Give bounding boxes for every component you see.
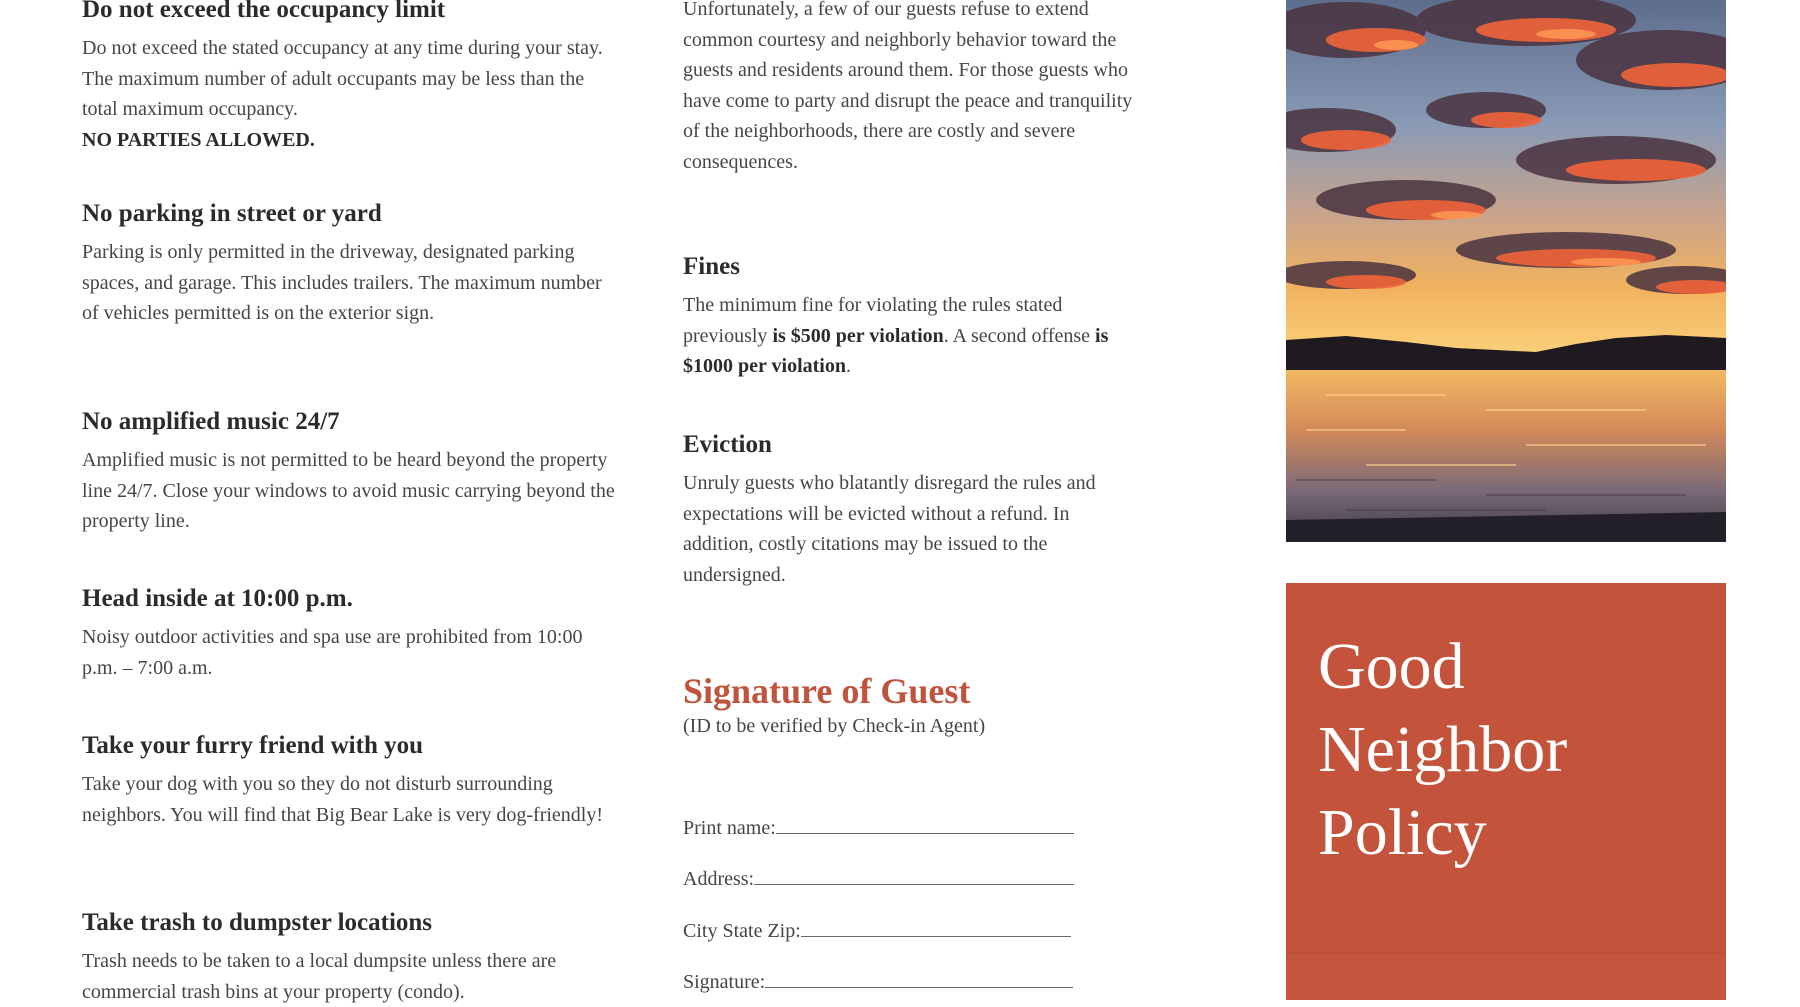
eviction-heading: Eviction — [683, 431, 772, 458]
city-state-zip-field[interactable] — [683, 916, 1071, 945]
policy-title — [1318, 625, 1567, 874]
rule-music — [82, 407, 622, 537]
rule-body: Amplified music is not permitted to be heard beyond the property line 24/7. Close your windows to avoid music carrying beyond the property line. — [82, 449, 615, 532]
rule-body: Do not exceed the stated occupancy at any time during your stay. The maximum number of adult occupants may be less than the total maximum occupancy. NO PARTIES ALLOWED. — [82, 33, 622, 155]
rule-occupancy — [82, 0, 622, 155]
title-line: Policy — [1318, 796, 1487, 869]
field-label: City State Zip: — [683, 920, 801, 942]
field-label: Address: — [683, 868, 755, 890]
eviction-section — [683, 430, 1138, 590]
signature-heading: Signature of Guest — [683, 671, 971, 711]
eviction-body: Unruly guests who blatantly disregard the rules and expectations will be evicted without a refund. In addition, costly citations may be issued to the undersigned. — [683, 472, 1096, 586]
intro-text: Unfortunately, a few of our guests refuse to extend common courtesy and neighborly behavior toward the guests and residents around them. For those guests who have come to party and disrupt the peace and tranquility of the neighborhoods, there are costly and severe consequences. — [683, 0, 1133, 173]
fine-first-amount: is $500 per violation — [772, 324, 944, 347]
rule-quiet-hours — [82, 584, 622, 683]
rule-trash — [82, 908, 622, 1007]
rule-body: Parking is only permitted in the driveway, designated parking spaces, and garage. This includes trailers. The maximum number of vehicles permitted is on the exterior sign. — [82, 241, 602, 324]
fines-section — [683, 252, 1138, 382]
field-line[interactable] — [776, 813, 1074, 834]
no-parties-notice: NO PARTIES ALLOWED. — [82, 128, 315, 151]
field-label: Print name: — [683, 817, 776, 839]
rule-heading: Head inside at 10:00 p.m. — [82, 585, 353, 612]
field-line[interactable] — [801, 916, 1071, 937]
rule-heading: Do not exceed the occupancy limit — [82, 0, 446, 23]
field-line[interactable] — [754, 864, 1074, 885]
signature-note: (ID to be verified by Check-in Agent) — [683, 715, 986, 737]
rule-body: Take your dog with you so they do not disturb surrounding neighbors. You will find that Big Bear Lake is very dog-friendly! — [82, 773, 604, 826]
rule-pets — [82, 731, 622, 830]
rule-body: Noisy outdoor activities and spa use are prohibited from 10:00 p.m. – 7:00 a.m. — [82, 626, 583, 679]
field-line[interactable] — [765, 967, 1073, 988]
title-panel — [1286, 583, 1726, 1000]
field-label: Signature: — [683, 971, 766, 993]
consequences-intro — [683, 0, 1138, 177]
fines-body: The minimum fine for violating the rules stated previously is $500 per violation. A second offense is $1000 per violation. — [683, 294, 1109, 377]
sunset-lake-photo — [1286, 0, 1726, 542]
panel-footer-band — [1286, 953, 1726, 1000]
address-field[interactable] — [683, 864, 1074, 893]
rule-heading: No amplified music 24/7 — [82, 408, 340, 435]
fines-heading: Fines — [683, 253, 740, 280]
title-line: Neighbor — [1318, 713, 1568, 786]
rule-heading: No parking in street or yard — [82, 200, 382, 227]
rule-heading: Take your furry friend with you — [82, 732, 424, 759]
sunset-lake-image — [1286, 0, 1726, 542]
signature-field[interactable] — [683, 967, 1073, 996]
signature-section — [683, 671, 1138, 739]
print-name-field[interactable] — [683, 813, 1074, 842]
rule-body: Trash needs to be taken to a local dumpsite unless there are commercial trash bins at your property (condo). — [82, 950, 557, 1003]
fine-second-amount: is $1000 per violation — [683, 324, 1109, 377]
title-line: Good — [1318, 630, 1465, 703]
rule-parking — [82, 199, 622, 329]
rule-heading: Take trash to dumpster locations — [82, 909, 433, 936]
